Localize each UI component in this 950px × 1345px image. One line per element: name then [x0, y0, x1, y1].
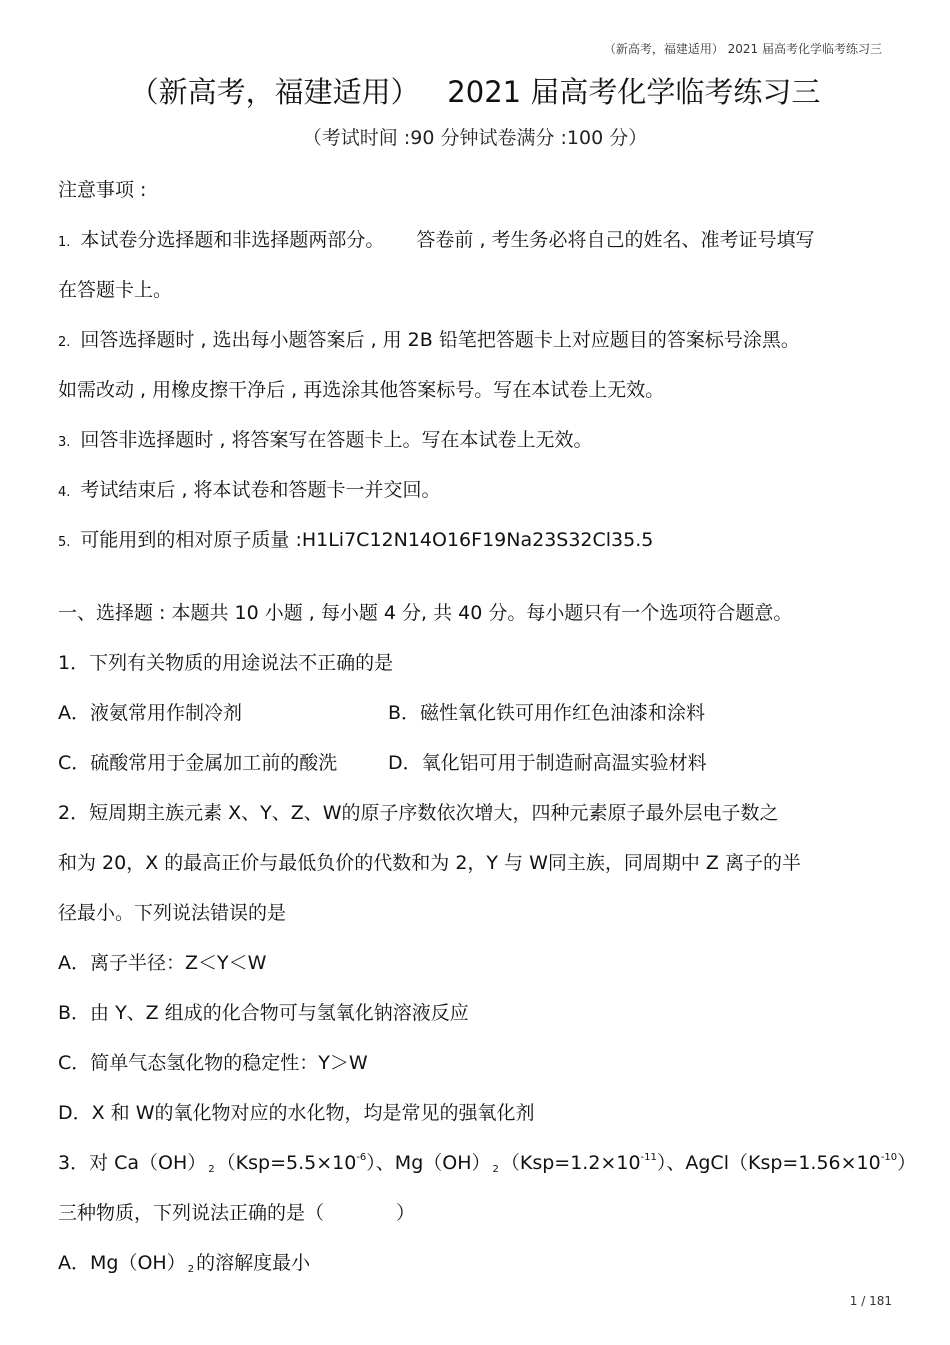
question-2-option-c: C．简单气态氢化物的稳定性：Y＞W	[58, 1052, 368, 1074]
item-number: 1.	[58, 235, 71, 250]
item-number: 4.	[58, 485, 71, 500]
notice-item-5	[58, 525, 653, 552]
question-1-option-d: D．氧化铝可用于制造耐高温实验材料	[388, 752, 707, 774]
item-number: 2.	[58, 335, 71, 350]
item-text: 本试卷分选择题和非选择题两部分。	[80, 229, 385, 251]
stem-text: 三种物质，下列说法正确的是（	[58, 1202, 325, 1224]
superscript: -11	[640, 1152, 657, 1163]
notice-item-2-cont: 如需改动 , 用橡皮擦干净后 , 再选涂其他答案标号。写在本试卷上无效。	[58, 379, 665, 401]
page-title: （新高考，福建适用） 2021 届高考化学临考练习三	[129, 75, 821, 109]
stem-text: ）	[396, 1202, 416, 1224]
notice-item-1-cont: 在答题卡上。	[58, 279, 173, 301]
running-header: （新高考，福建适用） 2021 届高考化学临考练习三	[603, 42, 882, 56]
notice-item-2	[58, 325, 800, 352]
notice-item-1	[58, 225, 815, 252]
subscript: 2	[187, 1264, 195, 1275]
question-2-stem-line: 和为 20，X 的最高正价与最低负价的代数和为 2，Y 与 W同主族，同周期中 Z 离子的半	[58, 852, 801, 874]
item-text: 可能用到的相对原子质量 :H1Li7C12N14O16F19Na23S32Cl35.5	[80, 529, 654, 551]
question-1-option-b: B．磁性氧化铁可用作红色油漆和涂料	[388, 702, 706, 724]
stem-text: （Ksp=5.5×10	[216, 1152, 357, 1174]
stem-text: （Ksp=1.2×10	[500, 1152, 641, 1174]
stem-text: ）	[897, 1152, 917, 1174]
question-2-option-a: A．离子半径：Z＜Y＜W	[58, 952, 267, 974]
stem-text: ）、Mg（OH）	[366, 1152, 491, 1174]
exam-info: （考试时间 :90 分钟试卷满分 :100 分）	[302, 127, 648, 149]
notice-heading: 注意事项 :	[58, 179, 147, 201]
page-number: 1 / 181	[849, 1294, 892, 1308]
question-1-option-c: C．硫酸常用于金属加工前的酸洗	[58, 752, 338, 774]
question-3-stem	[58, 1148, 916, 1175]
section-heading: 一、选择题 : 本题共 10 小题 , 每小题 4 分, 共 40 分。每小题只有一个选项符合题意。	[58, 602, 793, 624]
question-2-stem-line: 2．短周期主族元素 X、Y、Z、W的原子序数依次增大，四种元素原子最外层电子数之	[58, 802, 779, 824]
question-3-stem-line	[58, 1198, 415, 1225]
question-1-option-a: A．液氨常用作制冷剂	[58, 702, 242, 724]
item-text: 考试结束后 , 将本试卷和答题卡一并交回。	[80, 479, 441, 501]
notice-item-3	[58, 425, 593, 452]
notice-item-4	[58, 475, 441, 502]
superscript: -10	[880, 1152, 898, 1163]
option-text: 的溶解度最小	[196, 1252, 311, 1274]
question-1-stem: 1．下列有关物质的用途说法不正确的是	[58, 652, 394, 674]
item-number: 5.	[58, 535, 71, 550]
stem-text: ）、AgCl（Ksp=1.56×10	[656, 1152, 881, 1174]
item-text: 答卷前 , 考生务必将自己的姓名、准考证号填写	[416, 229, 815, 251]
stem-text: 3．对 Ca（OH）	[58, 1152, 207, 1174]
superscript: -6	[356, 1152, 367, 1163]
subscript: 2	[208, 1164, 215, 1175]
option-text: A．Mg（OH）	[58, 1252, 186, 1274]
question-2-option-d: D．X 和 W的氧化物对应的水化物，均是常见的强氧化剂	[58, 1102, 535, 1124]
subscript: 2	[492, 1164, 499, 1175]
item-text: 回答非选择题时 , 将答案写在答题卡上。写在本试卷上无效。	[80, 429, 593, 451]
item-number: 3.	[58, 435, 71, 450]
question-2-option-b: B．由 Y、Z 组成的化合物可与氢氧化钠溶液反应	[58, 1002, 469, 1024]
question-2-stem-line: 径最小。下列说法错误的是	[58, 902, 287, 924]
question-3-option-a	[58, 1248, 310, 1275]
item-text: 回答选择题时 , 选出每小题答案后 , 用 2B 铅笔把答题卡上对应题目的答案标号涂黑。	[80, 329, 800, 351]
